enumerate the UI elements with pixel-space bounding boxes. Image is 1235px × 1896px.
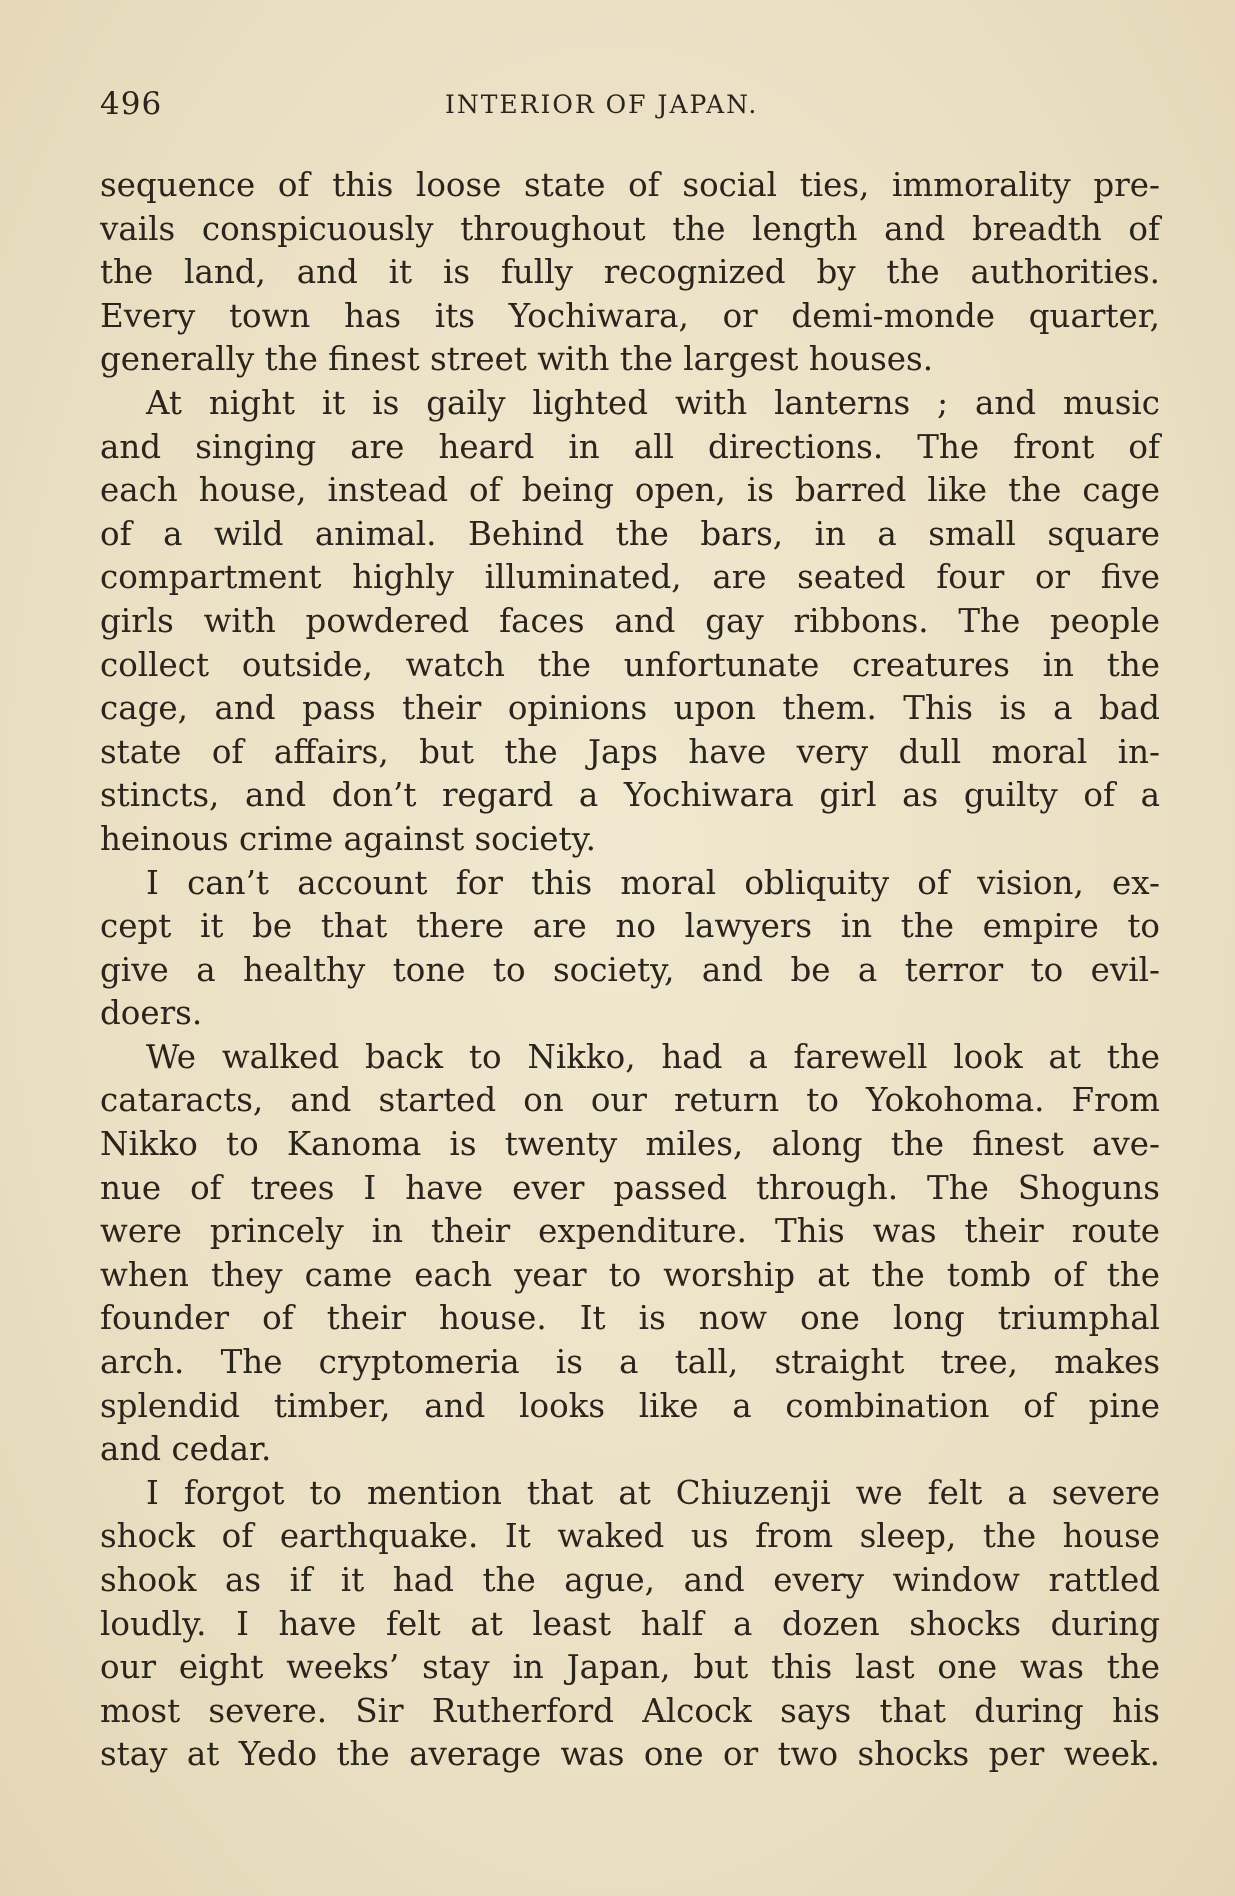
text-line: and singing are heard in all directions. The front of: [100, 427, 1160, 466]
running-title: INTERIOR OF JAPAN.: [445, 90, 759, 119]
text-line: heinous crime against society.: [100, 819, 596, 858]
text-line: when they came each year to worship at the tomb of the: [100, 1255, 1160, 1294]
text-line: cataracts, and started on our return to Yokohoma. From: [100, 1081, 1160, 1120]
text-line: give a healthy tone to society, and be a terror to evil-: [100, 950, 1160, 989]
text-line: stincts, and don’t regard a Yochiwara girl as guilty of a: [100, 776, 1160, 815]
text-line: stay at Yedo the average was one or two shocks per week.: [100, 1735, 1160, 1774]
text-line: and cedar.: [100, 1430, 272, 1469]
text-line: of a wild animal. Behind the bars, in a small square: [100, 514, 1160, 553]
text-line: I can’t account for this moral obliquity of vision, ex-: [146, 863, 1160, 902]
text-line: state of affairs, but the Japs have very dull moral in-: [100, 732, 1160, 771]
text-line: We walked back to Nikko, had a farewell look at the: [146, 1037, 1160, 1076]
text-line: cage, and pass their opinions upon them. This is a bad: [100, 689, 1160, 728]
text-line: shook as if it had the ague, and every window rattled: [100, 1561, 1160, 1599]
text-line: splendid timber, and looks like a combination of pine: [100, 1386, 1160, 1425]
text-line: At night it is gaily lighted with lanterns ; and music: [146, 383, 1160, 422]
text-line: collect outside, watch the unfortunate creatures in the: [100, 645, 1160, 684]
text-line: Nikko to Kanoma is twenty miles, along the finest ave-: [100, 1125, 1160, 1164]
text-line: cept it be that there are no lawyers in the empire to: [100, 907, 1160, 946]
text-line: girls with powdered faces and gay ribbons. The people: [100, 601, 1160, 640]
text-line: sequence of this loose state of social ties, immorality pre-: [100, 166, 1160, 204]
page-number: 496: [100, 86, 163, 122]
body-text: [100, 164, 1160, 1777]
text-line: nue of trees I have ever passed through. The Shoguns: [100, 1168, 1160, 1207]
text-line: shock of earthquake. It waked us from sleep, the house: [100, 1517, 1160, 1556]
text-line: loudly. I have felt at least half a dozen shocks during: [100, 1604, 1160, 1643]
text-line: Every town has its Yochiwara, or demi-monde quarter,: [100, 296, 1160, 335]
text-line: were princely in their expenditure. This was their route: [100, 1212, 1160, 1251]
text-line: arch. The cryptomeria is a tall, straight tree, makes: [100, 1343, 1160, 1382]
text-line: each house, instead of being open, is barred like the cage: [100, 471, 1160, 510]
text-line: founder of their house. It is now one long triumphal: [100, 1299, 1160, 1338]
text-line: generally the finest street with the largest houses.: [100, 340, 934, 379]
text-line: most severe. Sir Rutherford Alcock says that during his: [100, 1691, 1160, 1730]
text-line: doers.: [100, 994, 203, 1033]
text-line: the land, and it is fully recognized by the authorities.: [100, 253, 1160, 292]
text-line: compartment highly illuminated, are seated four or five: [100, 558, 1160, 597]
text-line: our eight weeks’ stay in Japan, but this last one was the: [100, 1648, 1160, 1687]
page-header: [100, 86, 1160, 126]
text-line: vails conspicuously throughout the length and breadth of: [100, 209, 1160, 248]
text-line: I forgot to mention that at Chiuzenji we felt a severe: [146, 1473, 1160, 1512]
